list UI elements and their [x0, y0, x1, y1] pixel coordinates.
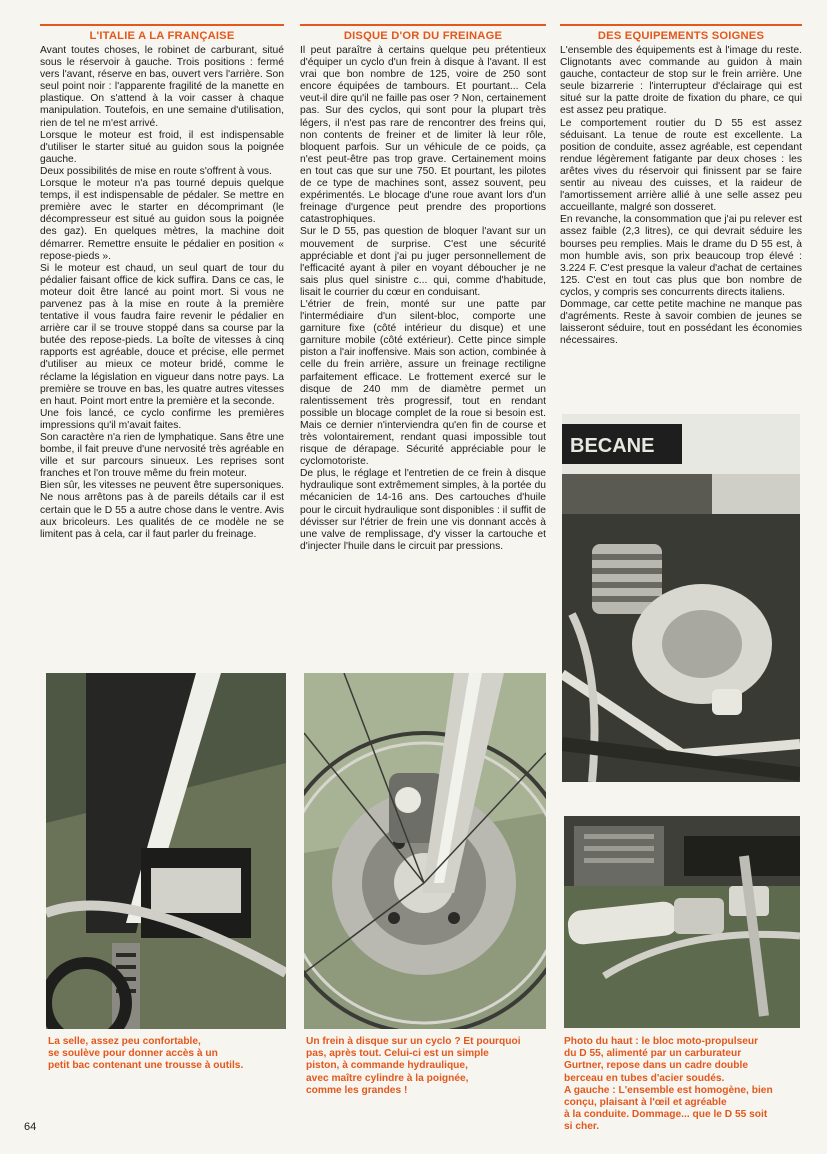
engine-photo: [562, 414, 800, 782]
section-heading-freinage: DISQUE D'OR DU FREINAGE: [343, 30, 503, 42]
handlebar-controls-icon: [564, 816, 800, 1028]
brand-badge-text: BECANE: [570, 435, 655, 457]
heading-rule: [300, 24, 546, 26]
article-column-2: [300, 24, 546, 553]
page-number: 64: [24, 1121, 37, 1133]
caption-seat: La selle, assez peu confortable, se soulève pour donner accès à un petit bac contenant une trousse à outils.: [48, 1036, 244, 1072]
brake-photo: [304, 673, 546, 1029]
seat-toolbox-icon: [46, 673, 286, 1029]
caption-engine: Photo du haut : le bloc moto-propulseur du D 55, alimenté par un carburateur Gurtner, repose dans un cadre double berceau en tubes d'acier soudés. A gauche : L'ensemble est homogène, bien conçu, plaisant à l'œil et agréable à la conduite. Dommage... que le D 55 soit si cher.: [564, 1036, 773, 1133]
handlebar-photo: [564, 816, 800, 1028]
section-heading-italie: L'ITALIE A LA FRANÇAISE: [89, 30, 235, 42]
heading-rule: [40, 24, 284, 26]
caption-brake: Un frein à disque sur un cyclo ? Et pourquoi pas, après tout. Celui-ci est un simple piston, à commande hydraulique, avec maître cylindre à la poignée, comme les grandes !: [306, 1036, 521, 1096]
article-column-3: [560, 24, 802, 347]
section-body-equipements: L'ensemble des équipements est à l'image du reste. Clignotants avec commande au guidon à main gauche, contacteur de stop sur le frein arrière. Une seule bizarrerie : l'interrupteur d'éclairage qui est situé sur la patte droite de fixation du phare, ce qui est assez peu pratique. Le comportement routier du D 55 est assez séduisant. La tenue de route est excellente. La position de conduite, assez agréable, est cependant rendue légèrement fatigante par deux choses : les arêtes vives du réservoir qui finissent par se faire sentir au niveau des cuisses, et la raideur de l'amortissement arrière allié à une selle assez peu accueillante, malgré son dosseret. En revanche, la consommation que j'ai pu relever est assez faible (2,3 litres), ce qui devrait séduire les bourses peu remplies. Mais le drame du D 55 est, à mon humble avis, son prix beaucoup trop élevé : 3.224 F. C'est presque la valeur d'achat de certaines 125. C'est en tout cas plus que bon nombre de cyclos, y compris ses concurrents directs italiens. Dommage, car cette petite machine ne manque pas d'agréments. Reste à savoir combien de jeunes se laisseront séduire, tout en possédant les économies nécessaires.: [560, 45, 802, 347]
seat-photo: [46, 673, 286, 1029]
disc-brake-icon: [304, 673, 546, 1029]
section-heading-equipements: DES EQUIPEMENTS SOIGNES: [597, 30, 765, 42]
section-body-freinage: Il peut paraître à certains quelque peu prétentieux d'équiper un cyclo d'un frein à disque à l'avant. Il est vrai que bon nombre de 125, voire de 250 sont encore équipées de tambours. Et pourtant... Cela veut-il dire qu'il ne faille pas oser ? Non, certainement pas. Sur des cyclos, qui sont pour la plupart très légers, il n'est pas rare de rencontrer des freins qui, non contents de freiner et de limiter là leur rôle, bloquent parfois. Sur un véhicule de ce poids, ça n'est peut-être pas trop grave. Certainement moins en tout cas que sur une 750. Et pourtant, les pilotes de ce type de machines sont, assez souvent, peu expérimentés. Le blocage d'une roue avant lors d'un freinage d'urgence peut prendre des proportions catastrophiques. Sur le D 55, pas question de bloquer l'avant sur un mouvement de surprise. C'est une sécurité appréciable et dont j'ai pu juger personnellement de l'efficacité ayant à piler en voyant déboucher je ne sais plus quel sinistre c... qui, comme d'habitude, lisait le courrier du cœur en conduisant. L'étrier de frein, monté sur une patte par l'intermédiaire d'un silent-bloc, comporte une garniture fixe (côté intérieur du disque) et une garniture mobile (côté extérieur). Cette pince simple piston a l'air inoffensive. Mais son action, combinée à celle du frein arrière, assure un freinage rectiligne parfaitement efficace. Le frottement exercé sur le disque de 240 mm de diamètre permet un ralentissement très progressif, tout en rendant possible un blocage complet de la roue si besoin est. Mais ce dernier n'interviendra qu'en fin de course et très volontairement, rendant quasi impossible tout risque de dérapage. Sécurité appréciable pour le cyclomotoriste. De plus, le réglage et l'entretien de ce frein à disque hydraulique sont extrêmement simples, à la portée du mécanicien de 14-16 ans. Des cartouches d'huile pour le circuit hydraulique sont disponibles : il suffit de dévisser sur l'étrier de frein une vis donnant accès à une valve de remplissage, d'y visser la cartouche et d'injecter l'huile dans le circuit par pressions.: [300, 45, 546, 552]
engine-block-icon: [562, 414, 800, 782]
heading-rule: [560, 24, 802, 26]
section-body-italie: Avant toutes choses, le robinet de carburant, situé sous le réservoir à gauche. Trois positions : fermé vers l'avant, réserve en bas, ouvert vers l'arrière. Son seul point noir : l'apparente fragilité de la manette en plastique. On s'attend à la voir casser à chaque manipulation. Toutefois, en une semaine d'utilisation, rien de tel ne m'est arrivé. Lorsque le moteur est froid, il est indispensable d'utiliser le starter situé au guidon sous la poignée gauche. Deux possibilités de mise en route s'offrent à vous. Lorsque le moteur n'a pas tourné depuis quelque temps, il est indispensable de pédaler. Se mettre en première avec le starter en décomprimant (le décompresseur est situé au guidon sous la poignée des gaz). En quelques mètres, la machine doit démarrer. Remettre ensuite le pédalier en position « repose-pieds ». Si le moteur est chaud, un seul quart de tour du pédalier faisant office de kick suffira. Dans ce cas, le moteur doit être lancé au point mort. Si vous ne parvenez pas à la mise en route à la première tentative il vous faudra faire revenir le pédalier en arrière car il se trouve stoppé dans sa course par la butée des repose-pieds. La boîte de vitesses à cinq rapports est agréable, douce et précise, elle permet d'utiliser au mieux ce moteur bridé, comme le réclame la législation en vigueur dans notre pays. La première se trouve en bas, les quatre autres vitesses en haut. Point mort entre la première et la seconde. Une fois lancé, ce cyclo confirme les premières impressions qu'il m'avait faites. Son caractère n'a rien de lymphatique. Sans être une bombe, il fait preuve d'une nervosité très agréable en ville et sur parcours sinueux. Les reprises sont franches et l'on trouve même du frein moteur. Bien sûr, les vitesses ne peuvent être supersoniques. Ne nous arrêtons pas à de pareils détails car il est certain que le D 55 a autre chose dans le ventre. Avis aux bricoleurs. Les qualités de ce modèle ne se limitent pas à cela, car il faut parler du freinage.: [40, 45, 284, 540]
article-column-1: [40, 24, 284, 541]
